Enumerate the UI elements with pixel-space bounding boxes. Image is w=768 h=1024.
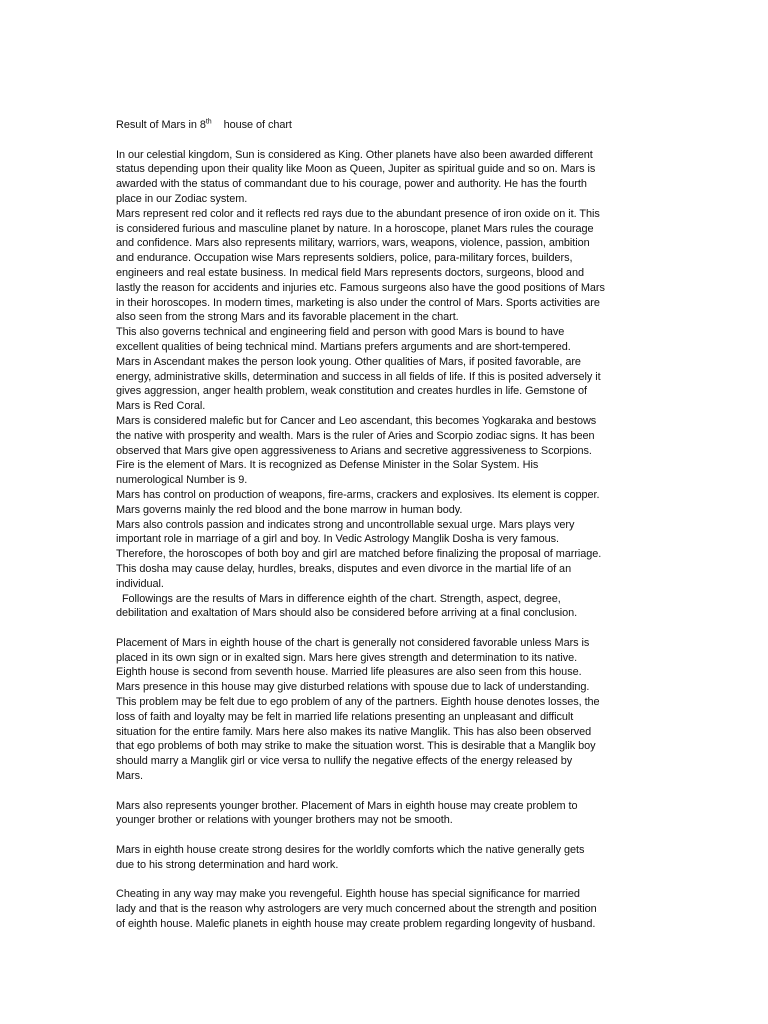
text-line: This also governs technical and engineering field and person with good Mars is bound to have: [116, 326, 565, 339]
text-line: Mars represent red color and it reflects red rays due to the abundant presence of iron oxide on it. This: [116, 207, 600, 220]
title-suffix: house of chart: [223, 119, 292, 131]
text-line: should marry a Manglik girl or vice versa to nullify the negative effects of the energy released by: [116, 755, 573, 768]
text-line: lastly the reason for accidents and injuries etc. Famous surgeons also have the good positions of Mars: [116, 281, 605, 294]
text-line: debilitation and exaltation of Mars should also be considered before arriving at a final conclusion.: [116, 607, 578, 620]
text-line: loss of faith and loyalty may be felt in married life relations presenting an unpleasant and difficult: [116, 710, 574, 723]
text-line: situation for the entire family. Mars here also makes its native Manglik. This has also been observed: [116, 725, 592, 738]
paragraph-block: [116, 843, 656, 873]
text-line: Therefore, the horoscopes of both boy and girl are matched before finalizing the proposal of marriage.: [116, 548, 602, 561]
text-line: Mars also controls passion and indicates strong and uncontrollable sexual urge. Mars plays very: [116, 518, 575, 531]
text-line: awarded with the status of commandant due to his courage, power and authority. He has the fourth: [116, 178, 587, 191]
document-title: [116, 118, 656, 133]
text-line: lady and that is the reason why astrologers are very much concerned about the strength and position: [116, 903, 597, 916]
text-line: excellent qualities of being technical mind. Martians prefers arguments and are short-tempered.: [116, 340, 571, 353]
paragraph-block: [116, 887, 656, 931]
text-line: In our celestial kingdom, Sun is considered as King. Other planets have also been awarded different: [116, 148, 593, 161]
text-line: the native with prosperity and wealth. Mars is the ruler of Aries and Scorpio zodiac signs. It has been: [116, 429, 595, 442]
text-line: place in our Zodiac system.: [116, 192, 248, 205]
text-line: individual.: [116, 577, 164, 590]
paragraph-block: [116, 148, 656, 622]
text-line: Mars.: [116, 770, 143, 783]
text-line: important role in marriage of a girl and boy. In Vedic Astrology Manglik Dosha is very famous.: [116, 533, 560, 546]
text-line: Eighth house is second from seventh house. Married life pleasures are also seen from this house.: [116, 666, 582, 679]
document-paragraphs: [116, 148, 656, 932]
text-line: of eighth house. Malefic planets in eighth house may create problem regarding longevity of husband.: [116, 918, 596, 931]
text-line: Followings are the results of Mars in difference eighth of the chart. Strength, aspect, degree,: [116, 592, 561, 605]
text-line: Mars presence in this house may give disturbed relations with spouse due to lack of understanding.: [116, 681, 590, 694]
text-line: and endurance. Occupation wise Mars represents soldiers, police, para-military forces, builders,: [116, 252, 573, 265]
text-line: Cheating in any way may make you revengeful. Eighth house has special significance for married: [116, 888, 580, 901]
paragraph-block: [116, 799, 656, 829]
text-line: younger brother or relations with younger brothers may not be smooth.: [116, 814, 453, 827]
text-line: This dosha may cause delay, hurdles, breaks, disputes and even divorce in the martial life of an: [116, 562, 572, 575]
document-body: [116, 118, 656, 947]
text-line: Mars is considered malefic but for Cancer and Leo ascendant, this becomes Yogkaraka and bestows: [116, 414, 597, 427]
text-line: is considered furious and masculine planet by nature. In a horoscope, planet Mars rules the courage: [116, 222, 594, 235]
text-line: observed that Mars give open aggressiveness to Arians and secretive aggressiveness to Scorpions.: [116, 444, 592, 457]
text-line: engineers and real estate business. In medical field Mars represents doctors, surgeons, blood and: [116, 266, 584, 279]
text-line: gives aggression, anger health problem, weak constitution and creates hurdles in life. Gemstone of: [116, 385, 587, 398]
text-line: status depending upon their quality like Moon as Queen, Jupiter as spiritual guide and so on. Mars is: [116, 163, 596, 176]
text-line: placed in its own sign or in exalted sign. Mars here gives strength and determination to its native.: [116, 651, 578, 664]
title-prefix: Result of Mars in 8: [116, 119, 206, 131]
text-line: This problem may be felt due to ego problem of any of the partners. Eighth house denotes losses, the: [116, 696, 600, 709]
text-line: Placement of Mars in eighth house of the chart is generally not considered favorable unless Mars is: [116, 636, 590, 649]
text-line: Mars is Red Coral.: [116, 400, 206, 413]
text-line: Mars has control on production of weapons, fire-arms, crackers and explosives. Its element is copper.: [116, 488, 600, 501]
text-line: numerological Number is 9.: [116, 474, 248, 487]
text-line: Mars in eighth house create strong desires for the worldly comforts which the native generally gets: [116, 844, 585, 857]
text-line: energy, administrative skills, determination and success in all fields of life. If this is posited adversely it: [116, 370, 601, 383]
text-line: also seen from the strong Mars and its favorable placement in the chart.: [116, 311, 459, 324]
text-line: due to his strong determination and hard work.: [116, 858, 339, 871]
title-superscript: th: [205, 118, 212, 126]
text-line: Mars also represents younger brother. Placement of Mars in eighth house may create problem to: [116, 799, 578, 812]
text-line: in their horoscopes. In modern times, marketing is also under the control of Mars. Sports activities are: [116, 296, 600, 309]
paragraph-block: [116, 636, 656, 784]
text-line: Mars in Ascendant makes the person look young. Other qualities of Mars, if posited favorable, are: [116, 355, 581, 368]
text-line: that ego problems of both may strike to make the situation worst. This is desirable that a Manglik boy: [116, 740, 596, 753]
text-line: Fire is the element of Mars. It is recognized as Defense Minister in the Solar System. His: [116, 459, 539, 472]
text-line: and confidence. Mars also represents military, warriors, wars, weapons, violence, passion, ambition: [116, 237, 590, 250]
text-line: Mars governs mainly the red blood and the bone marrow in human body.: [116, 503, 463, 516]
